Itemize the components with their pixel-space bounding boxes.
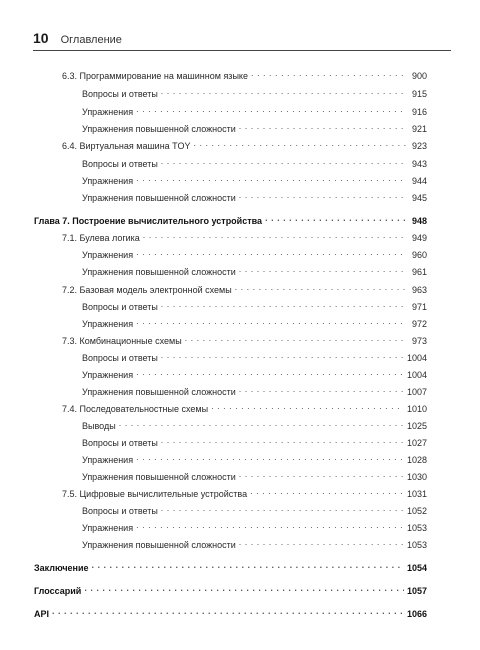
toc-entry-subsection[interactable]	[82, 103, 427, 115]
dot-leader	[136, 451, 404, 463]
toc-entry-chapter[interactable]	[34, 212, 427, 224]
toc-entry-title: Упражнения повышенной сложности	[82, 193, 236, 203]
toc-entry-page: 1057	[406, 586, 427, 596]
toc-entry-title: Выводы	[82, 421, 116, 431]
toc-entry-subsection[interactable]	[82, 298, 427, 310]
toc-entry-title: Упражнения повышенной сложности	[82, 124, 236, 134]
toc-entry-title: Вопросы и ответы	[82, 159, 158, 169]
toc-entry-page: 900	[411, 71, 427, 81]
dot-leader	[161, 502, 404, 514]
toc-entry-page: 1054	[406, 563, 427, 573]
toc-entry-page: 1052	[406, 506, 427, 516]
toc-entry-page: 943	[411, 159, 427, 169]
toc-entry-page: 1053	[406, 523, 427, 533]
toc-entry-page: 1007	[406, 387, 427, 397]
toc-entry-page: 960	[411, 250, 427, 260]
dot-leader	[250, 485, 404, 497]
dot-leader	[52, 605, 404, 617]
dot-leader	[84, 582, 404, 594]
toc-entry-title: 7.1. Булева логика	[62, 233, 140, 243]
dot-leader	[235, 281, 406, 293]
toc-entry-title: Вопросы и ответы	[82, 302, 158, 312]
toc-entry-title: Упражнения повышенной сложности	[82, 387, 236, 397]
toc-entry-title: Упражнения повышенной сложности	[82, 472, 236, 482]
toc-entry-section[interactable]	[62, 400, 427, 412]
toc-entry-title: 7.3. Комбинационные схемы	[62, 336, 182, 346]
page-number: 10	[33, 30, 49, 46]
toc-entry-title: Вопросы и ответы	[82, 506, 158, 516]
toc-entry-page: 923	[411, 141, 427, 151]
dot-leader	[265, 212, 406, 224]
toc-entry-subsection[interactable]	[82, 536, 427, 548]
toc-entry-page: 1066	[406, 609, 427, 619]
dot-leader	[239, 263, 406, 275]
toc-entry-page: 948	[411, 216, 427, 226]
dot-leader	[211, 400, 404, 412]
toc-entry-subsection[interactable]	[82, 468, 427, 480]
toc-entry-title: API	[34, 609, 50, 619]
dot-leader	[136, 103, 406, 115]
toc-entry-subsection[interactable]	[82, 120, 427, 132]
toc-entry-title: Упражнения	[82, 107, 134, 117]
toc-entry-subsection[interactable]	[82, 263, 427, 275]
dot-leader	[136, 172, 406, 184]
toc-entry-title: Упражнения повышенной сложности	[82, 540, 236, 550]
dot-leader	[143, 229, 406, 241]
toc-entry-section[interactable]	[62, 229, 427, 241]
toc-entry-title: Упражнения	[82, 455, 134, 465]
toc-entry-title: Вопросы и ответы	[82, 89, 158, 99]
toc-entry-subsection[interactable]	[82, 434, 427, 446]
toc-entry-subsection[interactable]	[82, 519, 427, 531]
toc-entry-chapter[interactable]	[34, 559, 427, 571]
toc-entry-page: 1004	[406, 370, 427, 380]
toc-entry-title: Упражнения	[82, 370, 134, 380]
toc-entry-page: 1028	[406, 455, 427, 465]
toc-entry-title: 6.4. Виртуальная машина TOY	[62, 141, 191, 151]
dot-leader	[239, 189, 406, 201]
toc-entry-page: 915	[411, 89, 427, 99]
toc-entry-title: Упражнения повышенной сложности	[82, 267, 236, 277]
toc-entry-title: Упражнения	[82, 523, 134, 533]
toc-entry-section[interactable]	[62, 281, 427, 293]
dot-leader	[136, 366, 404, 378]
toc-entry-title: 7.5. Цифровые вычислительные устройства	[62, 489, 248, 499]
dot-leader	[239, 536, 404, 548]
toc-entry-page: 971	[411, 302, 427, 312]
dot-leader	[161, 298, 406, 310]
toc-entry-section[interactable]	[62, 485, 427, 497]
toc-entry-subsection[interactable]	[82, 349, 427, 361]
toc-entry-page: 972	[411, 319, 427, 329]
toc-entry-page: 1030	[406, 472, 427, 482]
toc-entry-page: 973	[411, 336, 427, 346]
toc-entry-subsection[interactable]	[82, 366, 427, 378]
toc-entry-title: Вопросы и ответы	[82, 353, 158, 363]
dot-leader	[136, 246, 406, 258]
toc-entry-page: 1031	[406, 489, 427, 499]
toc-entry-page: 949	[411, 233, 427, 243]
toc-entry-subsection[interactable]	[82, 172, 427, 184]
toc-entry-subsection[interactable]	[82, 383, 427, 395]
dot-leader	[251, 67, 406, 79]
toc-entry-page: 1053	[406, 540, 427, 550]
toc-entry-subsection[interactable]	[82, 451, 427, 463]
dot-leader	[161, 155, 406, 167]
toc-entry-title: Глава 7. Построение вычислительного устройства	[34, 216, 263, 226]
toc-entry-subsection[interactable]	[82, 246, 427, 258]
dot-leader	[239, 120, 406, 132]
dot-leader	[185, 332, 406, 344]
toc-entry-page: 1004	[406, 353, 427, 363]
toc-entry-subsection[interactable]	[82, 315, 427, 327]
dot-leader	[92, 559, 404, 571]
toc-entry-subsection[interactable]	[82, 155, 427, 167]
toc-entry-title: Упражнения	[82, 176, 134, 186]
dot-leader	[119, 417, 404, 429]
toc-entry-subsection[interactable]	[82, 85, 427, 97]
toc-entry-page: 945	[411, 193, 427, 203]
dot-leader	[161, 349, 404, 361]
dot-leader	[239, 383, 404, 395]
toc-entry-page: 963	[411, 285, 427, 295]
toc-entry-title: 7.4. Последовательностные схемы	[62, 404, 209, 414]
toc-entry-page: 1025	[406, 421, 427, 431]
toc-entry-section[interactable]	[62, 67, 427, 79]
toc-entry-page: 916	[411, 107, 427, 117]
dot-leader	[161, 434, 404, 446]
toc-entry-section[interactable]	[62, 137, 427, 149]
toc-entry-subsection[interactable]	[82, 502, 427, 514]
toc-entry-page: 961	[411, 267, 427, 277]
toc-entry-subsection[interactable]	[82, 189, 427, 201]
toc-entry-title: Вопросы и ответы	[82, 438, 158, 448]
dot-leader	[136, 315, 406, 327]
toc-entry-title: Заключение	[34, 563, 89, 573]
dot-leader	[161, 85, 406, 97]
toc-entry-chapter[interactable]	[34, 605, 427, 617]
toc-entry-title: 7.2. Базовая модель электронной схемы	[62, 285, 232, 295]
toc-entry-subsection[interactable]	[82, 417, 427, 429]
dot-leader	[136, 519, 404, 531]
toc-entry-chapter[interactable]	[34, 582, 427, 594]
toc-entry-title: Упражнения	[82, 319, 134, 329]
toc-entry-title: Упражнения	[82, 250, 134, 260]
dot-leader	[194, 137, 406, 149]
toc-entry-page: 1027	[406, 438, 427, 448]
dot-leader	[239, 468, 404, 480]
running-title: Оглавление	[60, 34, 122, 46]
toc-entry-page: 944	[411, 176, 427, 186]
toc-entry-title: Глоссарий	[34, 586, 82, 596]
toc-entry-section[interactable]	[62, 332, 427, 344]
toc-entry-page: 921	[411, 124, 427, 134]
toc-entry-title: 6.3. Программирование на машинном языке	[62, 71, 248, 81]
toc-entry-page: 1010	[406, 404, 427, 414]
